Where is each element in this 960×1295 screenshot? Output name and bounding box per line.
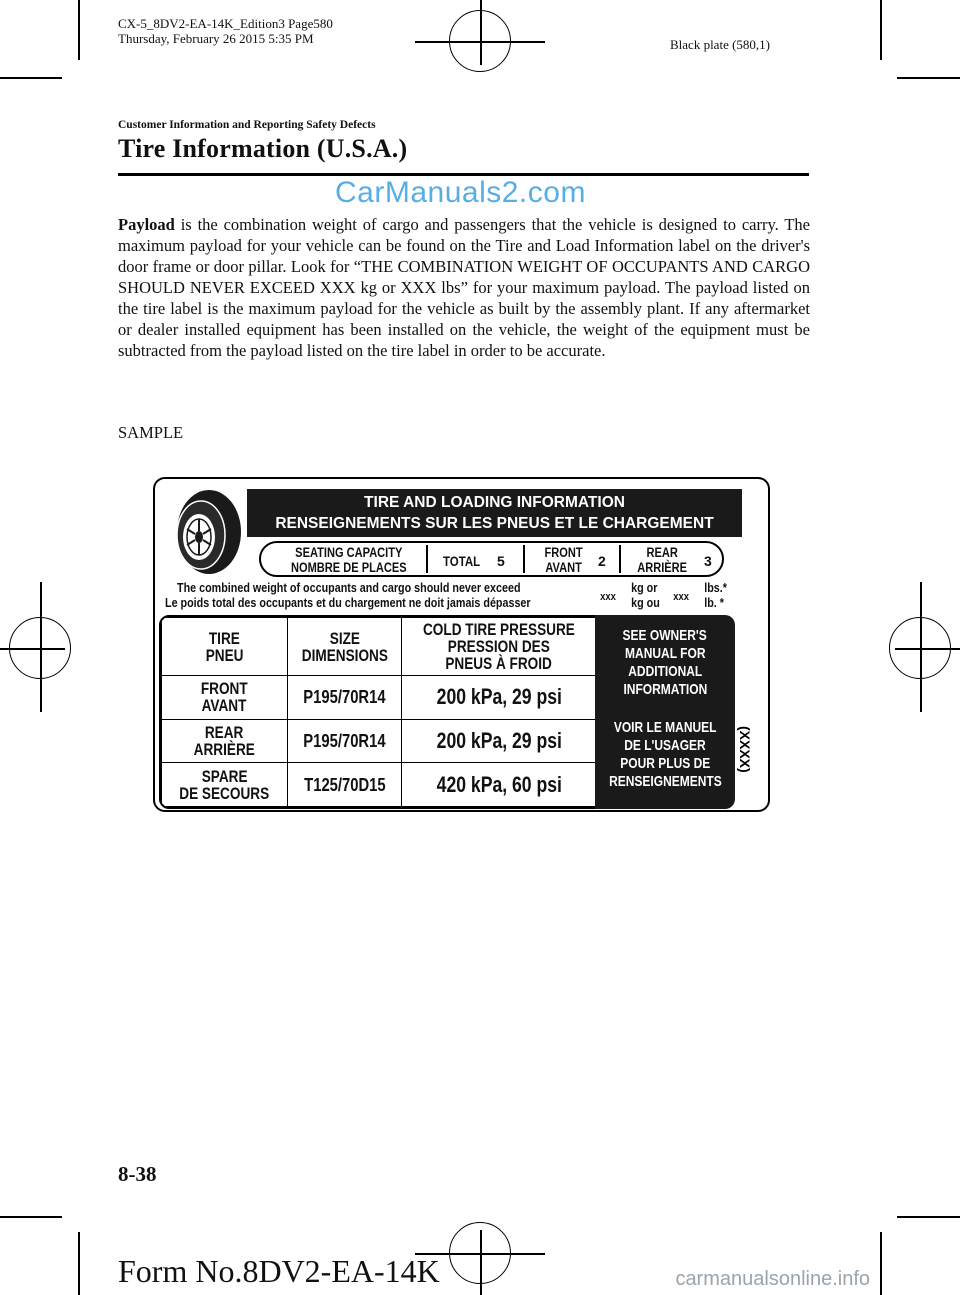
row-tire-fr: DE SECOURS — [179, 783, 270, 803]
slug-line-2: Thursday, February 26 2015 5:35 PM — [118, 31, 314, 46]
crop-mark — [897, 1216, 960, 1218]
payload-term: Payload — [118, 215, 175, 234]
note-fr-line: POUR PLUS DE — [619, 755, 710, 772]
row-pressure — [402, 676, 597, 720]
row-pressure-value: 200 kPa, 29 psi — [436, 727, 562, 753]
header-pressure-1: COLD TIRE PRESSURE — [423, 620, 575, 639]
row-size-value: P195/70R14 — [303, 686, 386, 708]
front-label-en: FRONT — [544, 545, 583, 560]
header-pressure-2: PRESSION DES — [447, 637, 551, 656]
rear-label-fr: ARRIÈRE — [637, 560, 688, 575]
header-tire-en: TIRE — [208, 628, 240, 648]
combined-fr: Le poids total des occupants et du chargement ne doit jamais dépasser — [165, 596, 531, 610]
row-tire-en: SPARE — [201, 766, 248, 786]
header-size-fr: DIMENSIONS — [301, 645, 388, 665]
section-heading: Customer Information and Reporting Safety Defects — [118, 119, 376, 131]
tire-icon — [165, 487, 245, 577]
row-size — [288, 719, 402, 763]
header-size — [288, 618, 402, 676]
banner-english: TIRE AND LOADING INFORMATION — [364, 494, 625, 511]
registration-mark — [0, 648, 65, 650]
row-pressure — [402, 719, 597, 763]
crop-mark — [880, 0, 882, 60]
kg-or: kg or — [631, 581, 658, 595]
front-label — [539, 545, 588, 575]
note-fr-line: VOIR LE MANUEL — [613, 719, 717, 736]
payload-kg-placeholder: xxx — [600, 591, 616, 603]
note-fr-line: DE L'USAGER — [624, 737, 706, 754]
watermark-link[interactable]: CarManuals2.com — [335, 176, 586, 209]
page-number: 8-38 — [118, 1162, 157, 1186]
print-slug — [118, 16, 333, 46]
banner-french: RENSEIGNEMENTS SUR LES PNEUS ET LE CHARGEMENT — [275, 515, 714, 532]
divider — [619, 545, 621, 573]
row-size-value: P195/70R14 — [303, 729, 386, 751]
row-size — [288, 763, 402, 807]
note-en-line: ADDITIONAL — [628, 663, 702, 680]
row-tire — [162, 676, 288, 720]
header-size-en: SIZE — [329, 628, 360, 648]
registration-mark — [895, 648, 960, 650]
payload-text: is the combination weight of cargo and passengers that the vehicle is designed to carry. The maximum payload for your vehicle can be found on the Tire and Load Information label on the driver's door frame or door pillar. Look for “THE COMBINATION WEIGHT OF OCCUPANTS AND CARGO SHOULD NEVER EXCEED XXX kg or XXX lbs” for your maximum payload. The payload listed on the tire label is the maximum payload for the vehicle as built by the assembly plant. If any aftermarket or dealer installed equipment has been installed on the vehicle, the weight of the equipment must be subtracted from the payload listed on the tire label in order to be accurate. — [118, 215, 810, 360]
owners-manual-note — [595, 615, 735, 809]
footer-site-link[interactable]: carmanualsonline.info — [675, 1268, 870, 1290]
front-value: 2 — [598, 553, 606, 569]
row-pressure — [402, 763, 597, 807]
header-pressure-3: PNEUS À FROID — [445, 654, 553, 673]
rear-label — [631, 545, 693, 575]
table-row — [162, 719, 597, 763]
row-size — [288, 676, 402, 720]
row-pressure-value: 200 kPa, 29 psi — [436, 684, 562, 710]
page-title: Tire Information (U.S.A.) — [118, 134, 408, 163]
lbs-fr: lb. * — [704, 596, 724, 610]
row-tire-en: REAR — [205, 722, 244, 742]
crop-mark — [897, 77, 960, 79]
rear-label-en: REAR — [646, 545, 678, 560]
combined-en: The combined weight of occupants and cargo should never exceed — [177, 581, 521, 595]
tire-pressure-table — [159, 615, 599, 809]
black-plate: Black plate (580,1) — [670, 37, 770, 52]
slug-line-1: CX-5_8DV2-EA-14K_Edition3 Page580 — [118, 16, 333, 31]
row-pressure-value: 420 kPa, 60 psi — [436, 771, 562, 797]
header-pressure — [402, 618, 597, 676]
header-tire-fr: PNEU — [205, 645, 244, 665]
crop-mark — [880, 1232, 882, 1295]
note-en-line: MANUAL FOR — [624, 645, 706, 662]
table-row — [162, 763, 597, 807]
tire-loading-label — [153, 477, 770, 812]
note-en-line: INFORMATION — [623, 681, 707, 698]
crop-mark — [0, 77, 62, 79]
combined-weight — [165, 581, 727, 611]
table-header-row — [162, 618, 597, 676]
crop-mark — [78, 1232, 80, 1295]
front-label-fr: AVANT — [545, 560, 582, 575]
seating-label — [275, 545, 423, 575]
seating-label-fr: NOMBRE DE PLACES — [290, 560, 407, 575]
rear-value: 3 — [704, 553, 712, 569]
row-tire-fr: AVANT — [202, 696, 247, 716]
table-row — [162, 676, 597, 720]
crop-mark — [0, 1216, 62, 1218]
note-english — [595, 627, 735, 699]
row-tire-en: FRONT — [201, 679, 248, 699]
label-code: (XXXX) — [737, 726, 753, 773]
registration-mark — [480, 0, 482, 65]
note-en-line: SEE OWNER'S — [622, 627, 708, 644]
row-tire — [162, 763, 288, 807]
note-fr-line: RENSEIGNEMENTS — [609, 773, 722, 790]
registration-mark — [40, 582, 42, 712]
registration-mark — [920, 582, 922, 712]
divider — [426, 545, 428, 573]
note-french — [595, 719, 735, 791]
row-tire-fr: ARRIÈRE — [193, 739, 256, 759]
header-tire — [162, 618, 288, 676]
lbs-en: lbs.* — [704, 581, 727, 595]
row-size-value: T125/70D15 — [303, 773, 386, 795]
seating-capacity — [259, 541, 724, 577]
label-banner — [247, 489, 742, 537]
sample-caption: SAMPLE — [118, 423, 184, 442]
divider — [523, 545, 525, 573]
kg-ou: kg ou — [631, 596, 660, 610]
seating-label-en: SEATING CAPACITY — [295, 545, 403, 560]
form-number: Form No.8DV2-EA-14K — [118, 1253, 440, 1289]
registration-mark — [480, 1230, 482, 1295]
total-value: 5 — [497, 553, 505, 569]
total-label: TOTAL — [443, 553, 481, 569]
payload-lbs-placeholder: xxx — [673, 591, 690, 603]
row-tire — [162, 719, 288, 763]
crop-mark — [78, 0, 80, 60]
payload-paragraph — [118, 214, 810, 361]
